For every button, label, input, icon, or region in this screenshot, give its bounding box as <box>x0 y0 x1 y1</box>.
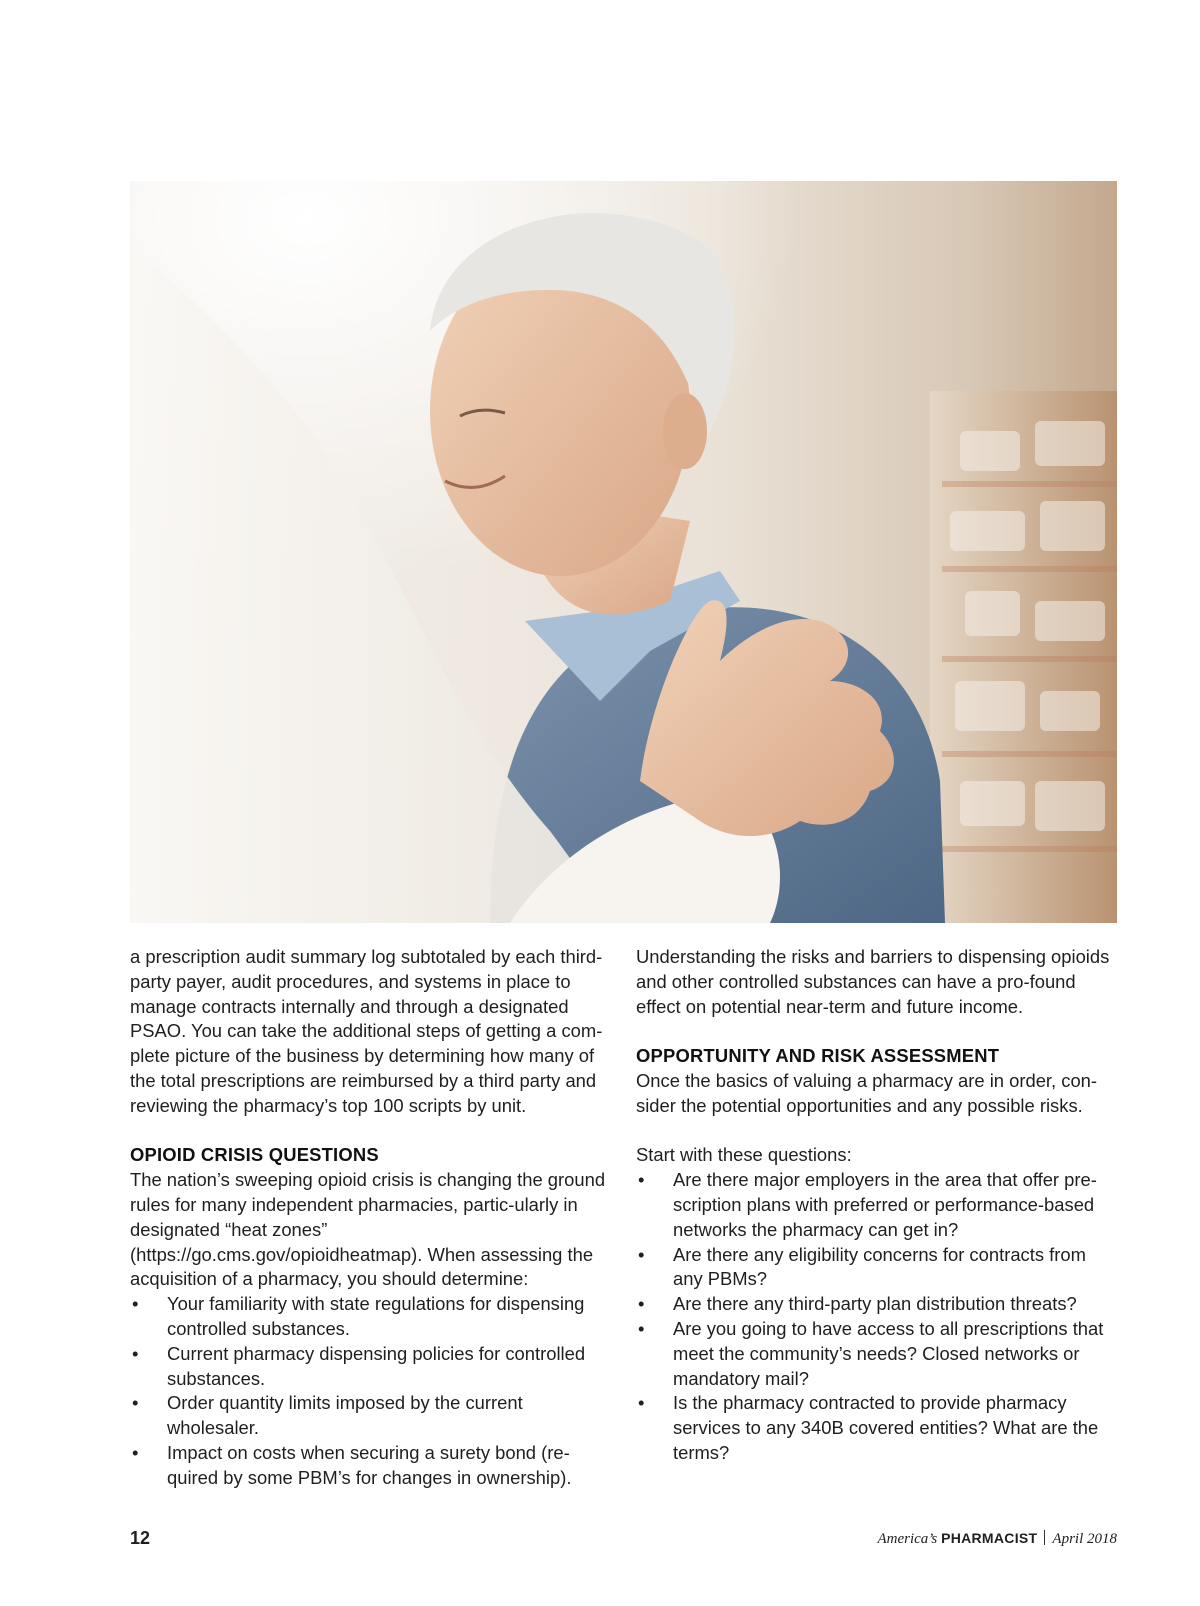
list-item-text: Are there major employers in the area that offer pre-scription plans with preferred or performance-based networks the pharmacy can get in? <box>673 1169 1097 1240</box>
bullet-icon: • <box>638 1169 645 1191</box>
list-item <box>636 1243 1118 1293</box>
spacer <box>130 1119 612 1144</box>
list-item <box>636 1317 1118 1391</box>
bullet-icon: • <box>638 1243 645 1265</box>
divider <box>1044 1530 1045 1545</box>
questions-bullet-list <box>636 1168 1118 1466</box>
list-item-text: Are there any eligibility concerns for contracts from any PBMs? <box>673 1243 1086 1290</box>
issue-date: April 2018 <box>1052 1531 1117 1547</box>
page-footer <box>130 1528 1117 1550</box>
right-column <box>636 945 1118 1466</box>
opioid-section-heading: OPIOID CRISIS QUESTIONS <box>130 1144 379 1166</box>
list-item <box>636 1391 1118 1465</box>
bullet-icon: • <box>132 1293 139 1315</box>
list-item <box>636 1168 1118 1242</box>
opioid-bullet-list <box>130 1292 612 1490</box>
left-intro-paragraph: a prescription audit summary log subtotaled by each third-party payer, audit procedures, and systems in place to manage contracts internally and through a designated PSAO. You can take the additional steps of getting a com-plete picture of the business by determining how many of the total prescriptions are reimbursed by a third party and reviewing the pharmacy’s top 100 scripts by unit. <box>130 946 603 1116</box>
list-item-text: Are you going to have access to all prescriptions that meet the community’s needs? Closed networks or mandatory mail? <box>673 1317 1104 1389</box>
bullet-icon: • <box>638 1293 645 1315</box>
list-item <box>130 1292 612 1342</box>
publication-name: PHARMACIST <box>941 1530 1038 1546</box>
pharmacist-patient-illustration <box>130 181 1117 923</box>
list-item-text: Order quantity limits imposed by the current wholesaler. <box>167 1392 523 1439</box>
list-item-text: Are there any third-party plan distribution threats? <box>673 1293 1077 1315</box>
bullet-icon: • <box>132 1392 139 1414</box>
bullet-icon: • <box>638 1392 645 1414</box>
publication-masthead <box>877 1530 1117 1548</box>
publication-prefix: America’s <box>877 1531 938 1547</box>
list-item <box>130 1342 612 1392</box>
list-item-text: Impact on costs when securing a surety bond (re-quired by some PBM’s for changes in ownership). <box>167 1441 572 1488</box>
page-number: 12 <box>130 1528 151 1548</box>
list-item-text: Current pharmacy dispensing policies for controlled substances. <box>167 1342 586 1389</box>
list-item-text: Your familiarity with state regulations for dispensing controlled substances. <box>167 1293 585 1339</box>
bullet-icon: • <box>132 1441 139 1463</box>
bullet-icon: • <box>132 1342 139 1364</box>
right-intro-paragraph: Understanding the risks and barriers to dispensing opioids and other controlled substances can have a pro-found effect on potential near-term and future income. <box>636 946 1110 1017</box>
opioid-section-paragraph: The nation’s sweeping opioid crisis is changing the ground rules for many independent pharmacies, partic-ularly in designated “heat zones” (https://go.cms.gov/opioidheatmap). When assessing the acquisition of a pharmacy, you should determine: <box>130 1169 606 1290</box>
left-column <box>130 945 612 1491</box>
spacer <box>636 1119 1118 1144</box>
opportunity-section-paragraph: Once the basics of valuing a pharmacy are in order, con-sider the potential opportunities and any possible risks. <box>636 1069 1098 1116</box>
list-item-text: Is the pharmacy contracted to provide pharmacy services to any 340B covered entities? What are the terms? <box>673 1392 1099 1463</box>
opportunity-section-heading: OPPORTUNITY AND RISK ASSESSMENT <box>636 1045 1000 1067</box>
hero-photo <box>130 181 1117 923</box>
spacer <box>636 1019 1118 1044</box>
list-item <box>636 1292 1118 1317</box>
bullet-icon: • <box>638 1317 645 1339</box>
list-item <box>130 1441 612 1491</box>
list-item <box>130 1391 612 1441</box>
questions-lead-in: Start with these questions: <box>636 1144 852 1166</box>
